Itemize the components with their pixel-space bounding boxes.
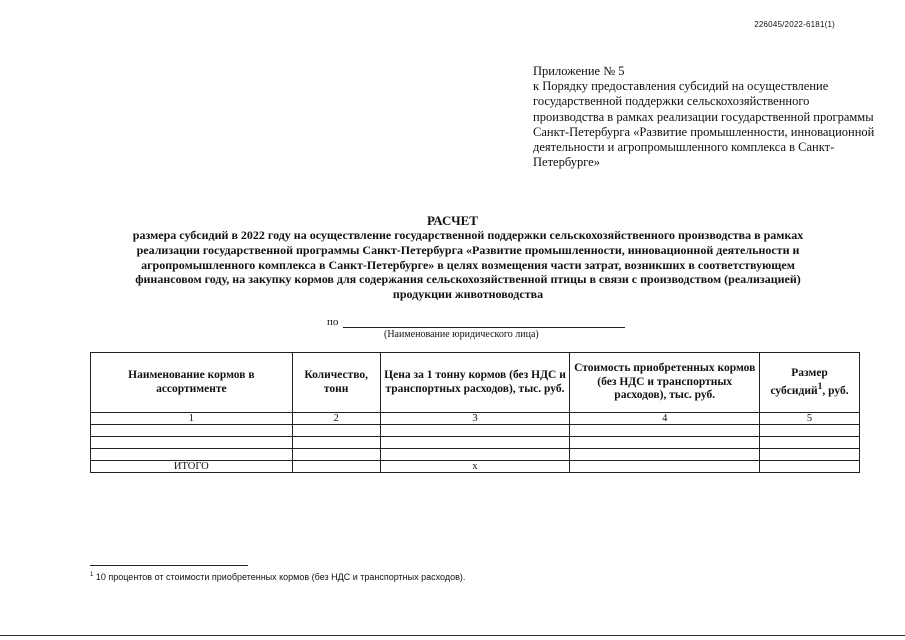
table-cell[interactable]: [91, 449, 293, 461]
calculation-table: [90, 352, 860, 473]
table-cell[interactable]: [292, 449, 380, 461]
table-header-row: [91, 353, 860, 413]
footnote-text: 10 процентов от стоимости приобретенных кормов (без НДС и транспортных расходов).: [95, 572, 466, 582]
table-cell[interactable]: [292, 425, 380, 437]
appendix-title: Приложение № 5: [533, 64, 625, 78]
header-quantity: Количество, тонн: [292, 353, 380, 413]
total-cost[interactable]: [570, 461, 760, 473]
document-title: РАСЧЕТ: [427, 213, 478, 228]
footnote-ref: 1: [817, 381, 823, 393]
table-cell[interactable]: [760, 437, 860, 449]
header-cost: Стоимость приобретенных кормов (без НДС и транспортных расходов), тыс. руб.: [570, 353, 760, 413]
footnote-separator: [90, 565, 248, 566]
page-bottom-border: [0, 635, 905, 636]
table-cell[interactable]: [380, 437, 570, 449]
table-row: [91, 437, 860, 449]
total-price: x: [380, 461, 570, 473]
table-cell[interactable]: [91, 437, 293, 449]
document-heading: размера субсидий в 2022 году на осуществление государственной поддержки сельскохозяйственного производства в рамках реализации государственной программы Санкт-Петербурга «Развитие промышленности, инновационной деятельности и агропромышленного комплекса в Санкт-Петербурге» в целях возмещения части затрат, возникших в соответствующем финансовом году, на закупку кормов для содержания сельскохозяйственной птицы в связи с производством (реализацией) продукции животноводства: [132, 228, 804, 302]
table-cell[interactable]: [570, 449, 760, 461]
column-number: 4: [570, 413, 760, 425]
column-number: 2: [292, 413, 380, 425]
table-row: [91, 425, 860, 437]
column-numbers-row: [91, 413, 860, 425]
column-number: 1: [91, 413, 293, 425]
table-cell[interactable]: [570, 425, 760, 437]
column-number: 5: [760, 413, 860, 425]
po-label: по: [327, 316, 339, 328]
footnote-mark: 1: [90, 572, 94, 578]
table-row: [91, 449, 860, 461]
appendix-block: [533, 64, 878, 170]
header-price-per-ton: Цена за 1 тонну кормов (без НДС и транспортных расходов), тыс. руб.: [380, 353, 570, 413]
appendix-text: к Порядку предоставления субсидий на осуществление государственной поддержки сельскохозяйственного производства в рамках реализации государственной программы Санкт-Петербурга «Развитие промышленности, инновационной деятельности и агропромышленного комплекса в Санкт-Петербурге»: [533, 79, 875, 170]
total-row: [91, 461, 860, 473]
header-subsidy-label: Размер субсидий: [770, 366, 828, 397]
document-number: 226045/2022-6181(1): [754, 20, 835, 29]
total-subsidy[interactable]: [760, 461, 860, 473]
table-cell[interactable]: [380, 425, 570, 437]
organization-caption: (Наименование юридического лица): [384, 329, 539, 340]
table-cell[interactable]: [91, 425, 293, 437]
organization-name-line: [343, 327, 625, 328]
table-cell[interactable]: [570, 437, 760, 449]
table-cell[interactable]: [292, 437, 380, 449]
table-cell[interactable]: [760, 449, 860, 461]
header-subsidy: [760, 353, 860, 413]
total-label: ИТОГО: [91, 461, 293, 473]
organization-field: [327, 316, 627, 330]
column-number: 3: [380, 413, 570, 425]
table-cell[interactable]: [760, 425, 860, 437]
header-subsidy-unit: , руб.: [822, 384, 849, 397]
footnote: [90, 572, 465, 582]
total-quantity[interactable]: [292, 461, 380, 473]
header-feed-name: Наименование кормов в ассортименте: [91, 353, 293, 413]
table-cell[interactable]: [380, 449, 570, 461]
